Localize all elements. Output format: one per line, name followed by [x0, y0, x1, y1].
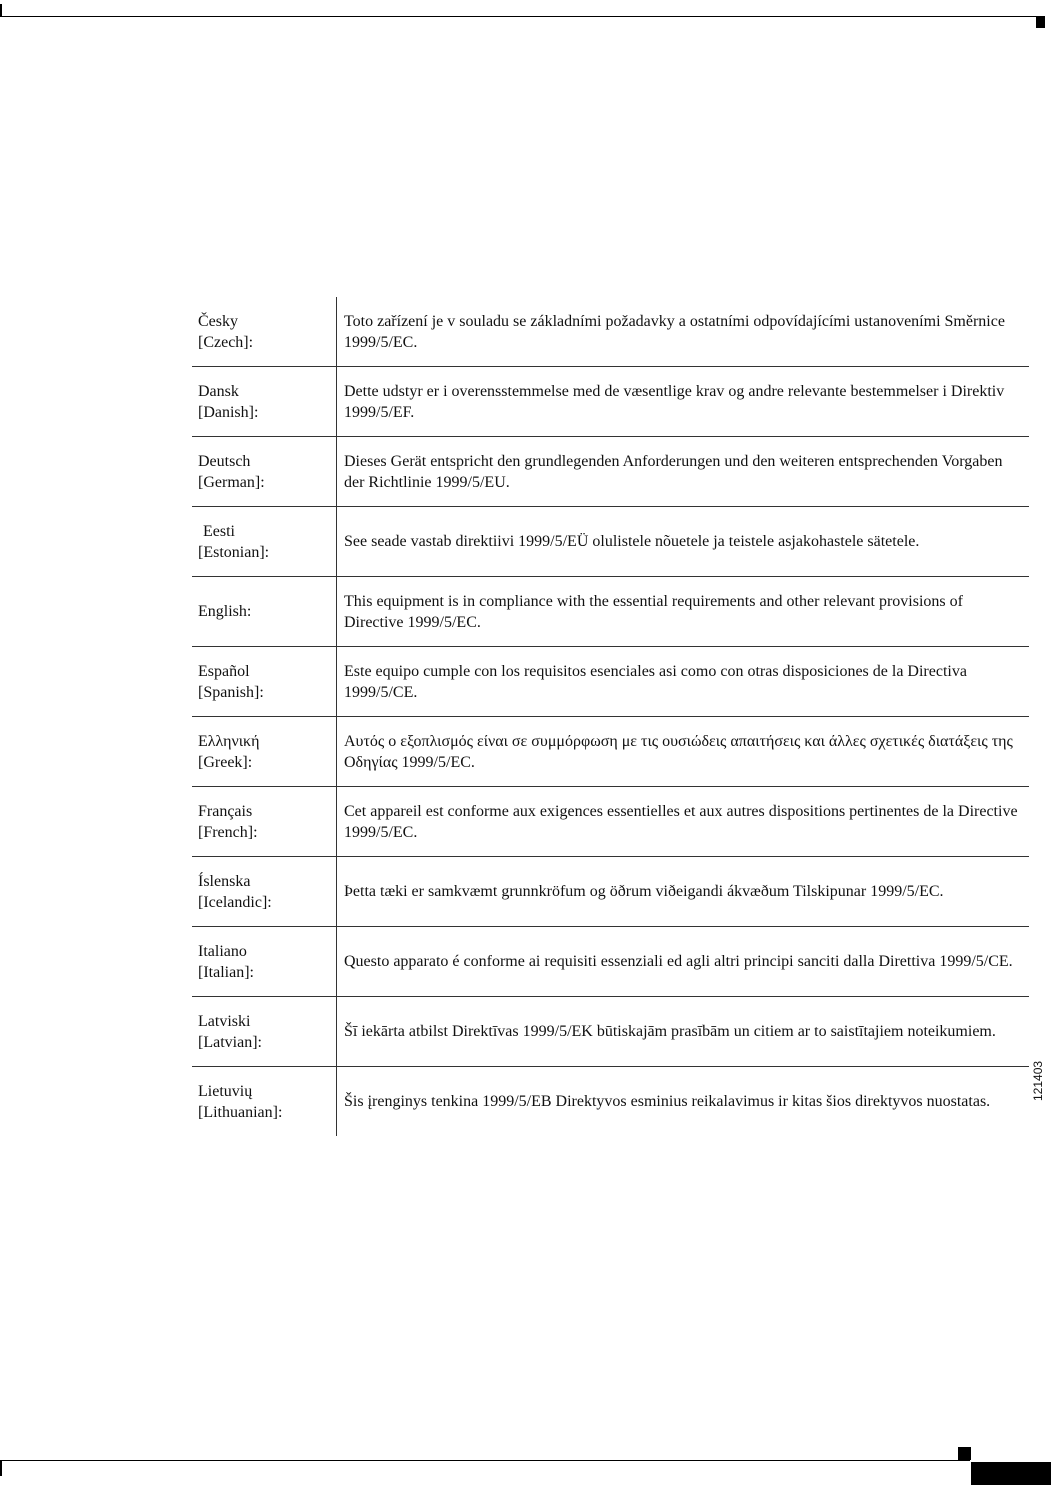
statement-text: Šī iekārta atbilst Direktīvas 1999/5/EK būtiskajām prasībām un citiem ar to saistītajiem noteikumiem. [344, 1023, 996, 1040]
language-cell [192, 1067, 337, 1136]
language-name: Dansk [198, 382, 239, 400]
header-marker [1036, 16, 1045, 28]
language-cell [192, 647, 337, 716]
statement-text: Šis įrenginys tenkina 1999/5/EB Direktyvos esminius reikalavimus ir kitas šios direktyvos nuostatas. [344, 1093, 991, 1110]
table-row [192, 717, 1029, 787]
language-bracket: [German]: [198, 473, 265, 491]
language-name: Ελληνική [198, 732, 260, 750]
page-number-tab [971, 1462, 1051, 1485]
statement-cell [337, 997, 1029, 1066]
statement-cell [337, 927, 1029, 996]
table-row [192, 647, 1029, 717]
language-bracket: [French]: [198, 823, 258, 841]
table-row [192, 437, 1029, 507]
language-cell [192, 717, 337, 786]
figure-code-label: 121403 [1031, 1060, 1045, 1101]
language-cell [192, 507, 337, 576]
statement-cell [337, 297, 1029, 366]
language-cell [192, 437, 337, 506]
language-name: Íslenska [198, 872, 251, 890]
statement-text: Este equipo cumple con los requisitos esenciales asi como con otras disposiciones de la Directiva 1999/5/CE. [344, 662, 967, 701]
language-bracket: [Estonian]: [198, 543, 270, 561]
statement-cell [337, 1067, 1029, 1136]
table-row [192, 507, 1029, 577]
table-row [192, 1067, 1029, 1136]
statement-cell [337, 787, 1029, 856]
statement-cell [337, 717, 1029, 786]
statement-text: Dieses Gerät entspricht den grundlegenden Anforderungen und den weiteren entsprechenden Vorgaben der Richtlinie 1999/5/EU. [344, 452, 1003, 491]
language-bracket: [Icelandic]: [198, 893, 272, 911]
language-name: Eesti [203, 522, 235, 540]
table-row [192, 577, 1029, 647]
table-row [192, 927, 1029, 997]
language-cell [192, 577, 337, 646]
statement-cell [337, 647, 1029, 716]
language-name: Deutsch [198, 452, 251, 470]
statement-cell [337, 367, 1029, 436]
statement-cell [337, 437, 1029, 506]
statement-cell [337, 577, 1029, 646]
language-name: Latviski [198, 1012, 251, 1030]
language-bracket: [Latvian]: [198, 1033, 262, 1051]
language-name: Español [198, 662, 250, 680]
language-cell [192, 997, 337, 1066]
statement-text: See seade vastab direktiivi 1999/5/EÜ olulistele nõuetele ja teistele asjakohastele sätetele. [344, 533, 920, 550]
language-name: Česky [198, 312, 238, 330]
language-bracket: [Danish]: [198, 403, 259, 421]
language-bracket: [Czech]: [198, 333, 254, 351]
language-cell [192, 857, 337, 926]
statement-text: This equipment is in compliance with the essential requirements and other relevant provisions of Directive 1999/5/EC. [344, 592, 963, 631]
language-name: Français [198, 802, 253, 820]
language-bracket: [Italian]: [198, 963, 254, 981]
language-cell [192, 297, 337, 366]
language-name: English: [198, 603, 252, 620]
language-bracket: [Spanish]: [198, 683, 264, 701]
language-bracket: [Greek]: [198, 753, 253, 771]
language-bracket: [Lithuanian]: [198, 1103, 283, 1121]
language-name: Lietuvių [198, 1082, 253, 1100]
statement-text: Dette udstyr er i overensstemmelse med de væsentlige krav og andre relevante bestemmelser i Direktiv 1999/5/EF. [344, 382, 1005, 421]
language-cell [192, 367, 337, 436]
language-name: Italiano [198, 942, 247, 960]
header-rule [0, 16, 1036, 17]
table-row [192, 367, 1029, 437]
statement-text: Cet appareil est conforme aux exigences essentielles et aux autres dispositions pertinentes de la Directive 1999/5/EC. [344, 802, 1018, 841]
table-row [192, 297, 1029, 367]
footer-rule [0, 1460, 970, 1461]
footer-marker [958, 1447, 971, 1460]
table-row [192, 997, 1029, 1067]
language-cell [192, 927, 337, 996]
compliance-table [192, 297, 1029, 1136]
language-cell [192, 787, 337, 856]
bottom-crop-tick [0, 1460, 2, 1476]
table-row [192, 857, 1029, 927]
statement-text: Þetta tæki er samkvæmt grunnkröfum og öðrum viðeigandi ákvæðum Tilskipunar 1999/5/EC. [344, 883, 944, 900]
statement-text: Toto zařízení je v souladu se základními požadavky a ostatními odpovídajícími ustanoveními Směrnice 1999/5/EC. [344, 312, 1005, 351]
statement-cell [337, 507, 1029, 576]
statement-cell [337, 857, 1029, 926]
statement-text: Questo apparato é conforme ai requisiti essenziali ed agli altri principi sanciti dalla Direttiva 1999/5/CE. [344, 953, 1013, 970]
table-row [192, 787, 1029, 857]
statement-text: Αυτός ο εξοπλισμός είναι σε συμμόρφωση με τις ουσιώδεις απαιτήσεις και άλλες σχετικές διατάξεις της Οδηγίας 1999/5/EC. [344, 732, 1013, 771]
